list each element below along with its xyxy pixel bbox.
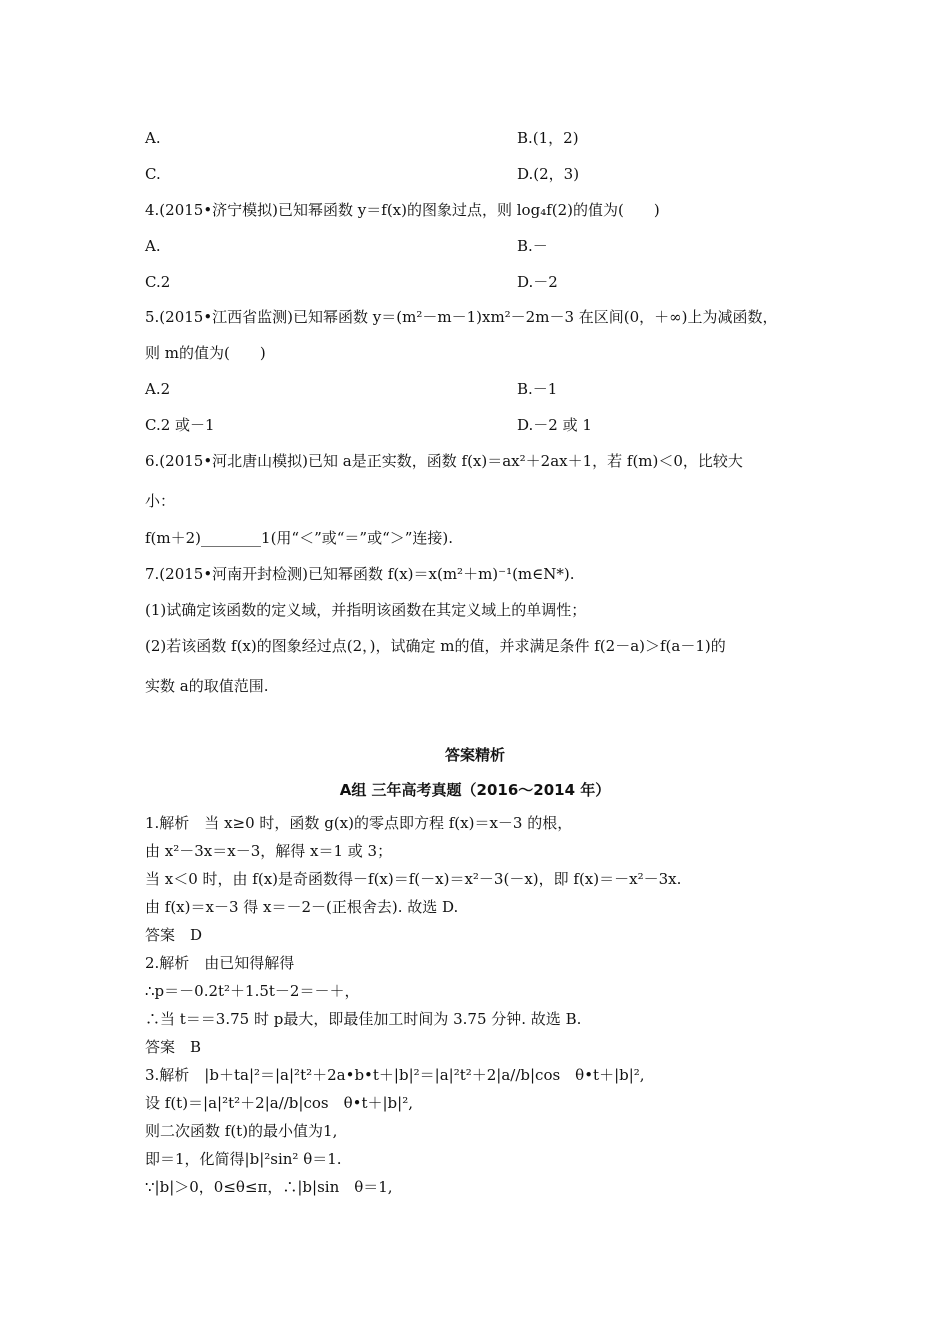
q6-stem-line1: 6.(2015•河北唐山模拟)已知 a是正实数，函数 f(x)＝ax²＋2ax＋1，若 f(m)＜0，比较大 — [145, 452, 743, 470]
q4-option-a: A. — [145, 237, 161, 255]
answer-line: 1.解析 当 x≥0 时，函数 g(x)的零点即方程 f(x)＝x－3 的根， — [145, 814, 573, 832]
q5-option-b: B.－1 — [517, 380, 558, 398]
q4-option-c: C.2 — [145, 273, 171, 291]
q7-part1: (1)试确定该函数的定义域，并指明该函数在其定义域上的单调性； — [145, 601, 587, 619]
q5-stem-line2: 则 m的值为( ) — [145, 344, 266, 362]
q5-option-d: D.－2 或 1 — [517, 416, 592, 434]
answer-line: 即＝1，化简得|b|²sin² θ＝1. — [145, 1150, 342, 1168]
answer-line: 3.解析 |b＋ta|²＝|a|²t²＋2a•b•t＋|b|²＝|a|²t²＋2|a//b|cos θ•t＋|b|², — [145, 1066, 645, 1084]
answer-line: 答案 B — [145, 1038, 202, 1056]
answer-line: 由 x²－3x＝x－3，解得 x＝1 或 3； — [145, 842, 393, 860]
answer-line: 设 f(t)＝|a|²t²＋2|a//b|cos θ•t＋|b|², — [145, 1094, 413, 1112]
q3-option-c: C. — [145, 165, 161, 183]
answer-line: 由 f(x)＝x－3 得 x＝－2－(正根舍去). 故选 D. — [145, 898, 459, 916]
q4-option-d: D.－2 — [517, 273, 558, 291]
q6-stem-line2: 小： — [145, 492, 176, 510]
answer-line: ∴当 t＝＝3.75 时 p最大，即最佳加工时间为 3.75 分钟. 故选 B. — [145, 1010, 582, 1028]
q7-part3: 实数 a的取值范围. — [145, 677, 269, 695]
q3-option-d: D.(2，3) — [517, 165, 580, 183]
answer-line: 2.解析 由已知得解得 — [145, 954, 295, 972]
answers-group-heading: A组 三年高考真题（2016～2014 年） — [339, 781, 611, 799]
q3-option-a: A. — [145, 129, 161, 147]
q4-stem: 4.(2015•济宁模拟)已知幂函数 y＝f(x)的图象过点，则 log₄f(2)的值为( ) — [145, 201, 660, 219]
q3-option-b: B.(1，2) — [517, 129, 579, 147]
answer-line: 当 x＜0 时，由 f(x)是奇函数得－f(x)＝f(－x)＝x²－3(－x)，即 f(x)＝－x²－3x. — [145, 870, 682, 888]
q5-option-a: A.2 — [145, 380, 171, 398]
answer-line: 则二次函数 f(t)的最小值为1, — [145, 1122, 338, 1140]
q5-stem-line1: 5.(2015•江西省监测)已知幂函数 y＝(m²－m－1)xm²－2m－3 在区间(0，＋∞)上为减函数， — [145, 308, 778, 326]
answer-line: ∵|b|＞0，0≤θ≤π，∴|b|sin θ＝1, — [145, 1178, 393, 1196]
answers-title: 答案精析 — [444, 746, 505, 764]
answer-line: 答案 D — [145, 926, 203, 944]
q5-option-c: C.2 或－1 — [145, 416, 215, 434]
q7-stem: 7.(2015•河南开封检测)已知幂函数 f(x)＝x(m²＋m)⁻¹(m∈N*). — [145, 565, 575, 583]
q4-option-b: B.－ — [517, 237, 548, 255]
q6-stem-line3: f(m＋2)________1(用“＜”或“＝”或“＞”连接). — [145, 529, 454, 547]
q7-part2: (2)若该函数 f(x)的图象经过点(2，)，试确定 m的值，并求满足条件 f(2－a)＞f(a－1)的 — [145, 637, 726, 655]
answer-line: ∴p＝－0.2t²＋1.5t－2＝－＋， — [145, 982, 360, 1000]
